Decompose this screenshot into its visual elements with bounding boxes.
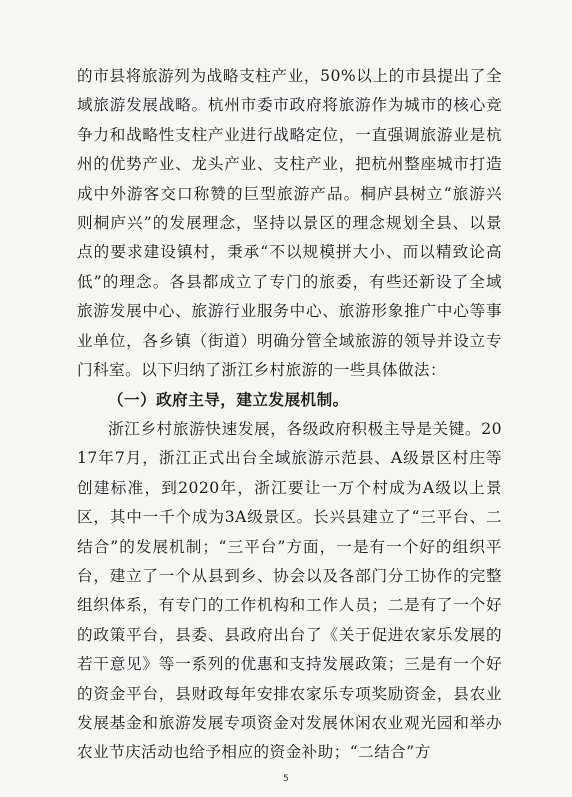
body-paragraph-1: 的市县将旅游列为战略支柱产业，50%以上的市县提出了全域旅游发展战略。杭州市委市政府将旅游作为城市的核心竞争力和战略性支柱产业进行战略定位，一直强调旅游业是杭州的优势产业、龙头产业、支柱产业，把杭州整座城市打造成中外游客交口称赞的巨型旅游产品。桐庐县树立“旅游兴则桐庐兴”的发展理念，坚持以景区的理念规划全县、以景点的要求建设镇村，秉承“不以规模拼大小、而以精致论高低”的理念。各县都成立了专门的旅委，有些还新设了全域旅游发展中心、旅游行业服务中心、旅游形象推广中心等事业单位，各乡镇（街道）明确分管全域旅游的领导并设立专门科室。以下归纳了浙江乡村旅游的一些具体做法：: [77, 67, 502, 380]
page-number: 5: [283, 774, 289, 784]
section-heading: （一）政府主导，建立发展机制。: [108, 390, 349, 410]
body-paragraph-2: 浙江乡村旅游快速发展，各级政府积极主导是关键。2017年7月，浙江正式出台全域旅游示范县、A级景区村庄等创建标准，到2020年，浙江要让一万个村成为A级以上景区，其中一千个成为3A级景区。长兴县建立了“三平台、二结合”的发展机制；“三平台”方面，一是有一个好的组织平台，建立了一个从县到乡、协会以及各部门分工协作的完整组织体系，有专门的工作机构和工作人员；二是有了一个好的政策平台，县委、县政府出台了《关于促进农家乐发展的若干意见》等一系列的优惠和支持发展政策；三是有一个好的资金平台，县财政每年安排农家乐专项奖励资金，县农业发展基金和旅游发展专项资金对发展休闲农业观光园和举办农业节庆活动也给予相应的资金补助；“二结合”方: [77, 419, 502, 762]
